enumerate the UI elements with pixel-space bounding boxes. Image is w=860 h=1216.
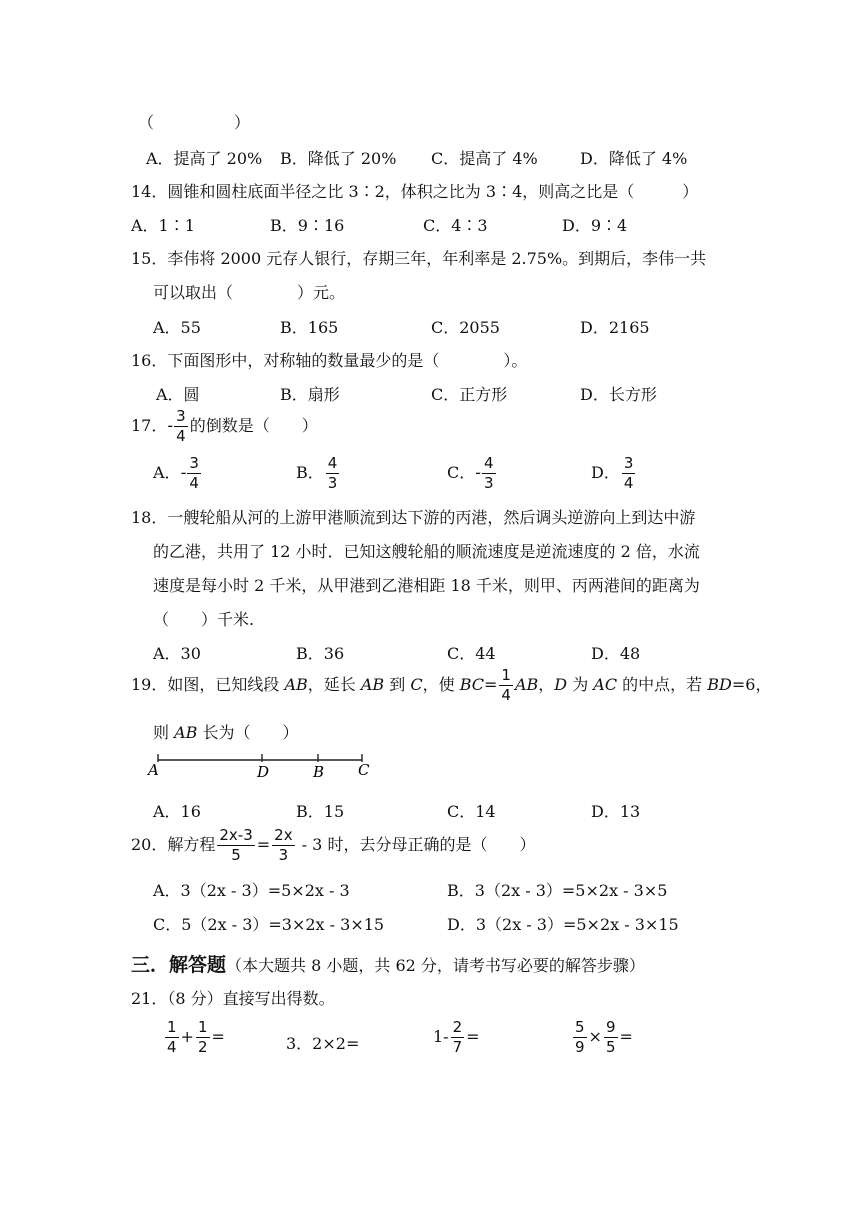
q17-number: 17． <box>131 416 168 436</box>
q16-option-b: B．扇形 <box>280 385 340 404</box>
q17-option-d-fraction <box>622 456 636 491</box>
q17-option-c-fraction <box>482 456 496 491</box>
q21-e3-pre: 1- <box>433 1027 449 1047</box>
q17-option-c-denominator: 3 <box>484 474 494 493</box>
q19-var: AB <box>284 675 308 695</box>
q18-line4: （ ）千米. <box>153 610 255 629</box>
q18-option-c: C．44 <box>447 644 496 663</box>
q19-stem-line2 <box>153 720 299 743</box>
q21-e1-op: + <box>180 1027 194 1047</box>
q18-line1: 18．一艘轮船从河的上游甲港顺流到达下游的丙港，然后调头逆游向上到达中游 <box>131 508 696 527</box>
q17-fraction-denominator: 4 <box>176 427 186 446</box>
q17-option-c-numerator: 4 <box>484 454 494 472</box>
q21-e4-eq: = <box>619 1027 633 1047</box>
q19-text: 则 <box>153 723 175 742</box>
q18-option-d: D．48 <box>591 644 641 663</box>
q17-option-b-fraction <box>326 456 340 491</box>
q21-expression-4 <box>571 1020 633 1055</box>
q19-var: BC <box>459 675 484 695</box>
q21-expression-1 <box>163 1020 225 1055</box>
q18-line2: 的乙港，共用了 12 小时．已知这艘轮船的顺流速度是逆流速度的 2 倍，水流 <box>153 542 700 561</box>
q17-minus-sign: - <box>167 416 174 436</box>
point-a-label: A <box>148 761 159 779</box>
q19-text: =6， <box>731 675 772 695</box>
q20-stem <box>131 828 535 863</box>
q13-option-d: D．降低了 4% <box>580 149 688 168</box>
q19-fraction-numerator: 1 <box>501 666 511 684</box>
q21-e1-a-num: 1 <box>167 1018 177 1036</box>
q17-option-b <box>296 456 341 491</box>
q14-option-c: C．4∶3 <box>423 216 488 235</box>
q20-rhs-numerator: 2x <box>274 826 293 844</box>
q17-option-b-denominator: 3 <box>327 474 338 493</box>
q21-e4-frac-a <box>573 1020 587 1055</box>
q14-option-a: A．1∶1 <box>131 216 195 235</box>
q21-expression-2: 3．2×2= <box>286 1034 360 1053</box>
q19-option-c: C．14 <box>447 802 496 821</box>
q17-option-b-label: B． <box>296 463 324 483</box>
q19-text: 的中点，若 <box>617 675 708 695</box>
q21-e4-op: × <box>588 1027 602 1047</box>
q19-var: C <box>410 675 423 695</box>
q17-option-a-label: A． <box>153 463 181 483</box>
q21-e1-b-den: 2 <box>197 1038 208 1057</box>
q14-stem: 14．圆锥和圆柱底面半径之比 3∶2，体积之比为 3∶4，则高之比是（ ） <box>131 182 699 201</box>
q17-option-a-denominator: 4 <box>189 474 199 493</box>
point-c-label: C <box>358 761 370 779</box>
q20-option-d: D．3（2x - 3）=5×2x - 3×15 <box>447 915 679 934</box>
q19-var: AB <box>174 723 198 742</box>
q21-e4-a-num: 5 <box>575 1018 585 1036</box>
q20-option-a: A．3（2x - 3）=5×2x - 3 <box>153 881 350 900</box>
point-b-label: B <box>313 763 325 781</box>
q17-option-a-fraction <box>187 456 201 491</box>
q17-option-d-numerator: 3 <box>623 454 634 472</box>
q20-rhs-fraction <box>272 828 294 863</box>
q15-stem-line1: 15．李伟将 2000 元存人银行，存期三年，年利率是 2.75%。到期后，李伟一共 <box>131 249 707 268</box>
q18-option-b: B．36 <box>296 644 345 663</box>
q21-e3-num: 2 <box>452 1018 463 1036</box>
q17-option-b-numerator: 4 <box>327 454 338 472</box>
section-3-note: （本大题共 8 小题，共 62 分，请考书写必要的解答步骤） <box>226 956 645 975</box>
q16-option-c: C．正方形 <box>431 385 508 404</box>
q21-e1-b-num: 1 <box>197 1018 208 1036</box>
q20-stem-tail: - 3 时，去分母正确的是（ ） <box>296 835 536 855</box>
q21-e1-a-den: 4 <box>167 1038 177 1057</box>
q21-expression-3 <box>433 1020 480 1055</box>
q21-e4-frac-b <box>604 1020 618 1055</box>
q19-text: ，延长 <box>307 675 361 695</box>
q13-option-b: B．降低了 20% <box>280 149 397 168</box>
q19-var: AB <box>514 675 539 695</box>
q19-text: = <box>484 675 498 695</box>
q15-stem-line2: 可以取出（ ）元。 <box>153 283 346 302</box>
q19-text: 19．如图，已知线段 <box>131 675 285 695</box>
q19-text: 到 <box>384 675 411 695</box>
q20-rhs-denominator: 3 <box>278 846 289 865</box>
q18-option-a: A．30 <box>153 644 201 663</box>
q19-option-a: A．16 <box>153 802 201 821</box>
q19-var: AC <box>593 675 618 695</box>
q17-option-d-label: D． <box>591 463 620 483</box>
q13-answer-blank: （ ） <box>138 113 251 132</box>
q21-e1-frac-b <box>196 1020 210 1055</box>
q17-option-c-label: C． <box>447 463 476 483</box>
q20-option-b: B．3（2x - 3）=5×2x - 3×5 <box>447 881 668 900</box>
section-3-heading <box>131 950 645 977</box>
q19-var: AB <box>360 675 385 695</box>
q17-option-a-numerator: 3 <box>189 454 199 472</box>
q16-stem: 16．下面图形中，对称轴的数量最少的是（ ）。 <box>131 351 528 370</box>
q18-line3: 速度是每小时 2 千米，从甲港到乙港相距 18 千米，则甲、丙两港间的距离为 <box>153 576 700 595</box>
q19-fraction <box>499 668 513 703</box>
q19-option-d: D．13 <box>591 802 641 821</box>
q21-e3-eq: = <box>466 1027 480 1047</box>
q19-var: D <box>554 675 568 695</box>
q19-text: 为 <box>567 675 594 695</box>
q19-fraction-denominator: 4 <box>501 686 511 705</box>
q16-option-d: D．长方形 <box>580 385 657 404</box>
q20-number: 20．解方程 <box>131 835 216 855</box>
q19-var: BD <box>707 675 732 695</box>
q17-stem <box>131 409 318 444</box>
q21-e1-frac-a <box>165 1020 179 1055</box>
q21-e3-frac <box>451 1020 465 1055</box>
section-3-title: 三．解答题 <box>131 954 227 976</box>
q17-option-a <box>153 456 203 491</box>
q20-lhs-denominator: 5 <box>231 846 241 865</box>
q19-stem-line1 <box>131 668 771 703</box>
q20-equals: = <box>256 835 271 855</box>
q15-option-a: A．55 <box>153 318 201 337</box>
point-d-label: D <box>257 763 270 781</box>
q21-e3-den: 7 <box>452 1038 463 1057</box>
q17-option-a-sign: - <box>180 463 187 483</box>
q17-stem-tail: 的倒数是（ ） <box>189 416 318 436</box>
q17-fraction <box>174 409 188 444</box>
q17-option-d-denominator: 4 <box>623 474 634 493</box>
q21-e4-b-den: 5 <box>605 1038 616 1057</box>
q13-option-a: A．提高了 20% <box>146 149 263 168</box>
q19-text: ，使 <box>422 675 460 695</box>
q15-option-c: C．2055 <box>431 318 500 337</box>
q19-option-b: B．15 <box>296 802 345 821</box>
q21-e1-eq: = <box>211 1027 225 1047</box>
q21-e4-b-num: 9 <box>605 1018 616 1036</box>
q15-option-b: B．165 <box>280 318 339 337</box>
q15-option-d: D．2165 <box>580 318 650 337</box>
q19-text: 长为（ ） <box>197 723 299 742</box>
q17-option-c <box>447 456 498 491</box>
q21-e4-a-den: 9 <box>575 1038 585 1057</box>
q19-text: ， <box>538 675 555 695</box>
q17-option-c-sign: - <box>475 463 482 483</box>
q20-option-c: C．5（2x - 3）=3×2x - 3×15 <box>153 915 385 934</box>
q17-option-d <box>591 456 637 491</box>
q21-stem: 21．（8 分）直接写出得数。 <box>131 989 335 1008</box>
q17-fraction-numerator: 3 <box>176 407 186 425</box>
q20-lhs-numerator: 2x-3 <box>219 826 253 844</box>
q16-option-a: A．圆 <box>156 385 200 404</box>
q19-segment-figure <box>140 748 380 784</box>
q14-option-d: D．9∶4 <box>562 216 628 235</box>
q14-option-b: B．9∶16 <box>270 216 345 235</box>
q20-lhs-fraction <box>217 828 254 863</box>
q13-option-c: C．提高了 4% <box>431 149 538 168</box>
